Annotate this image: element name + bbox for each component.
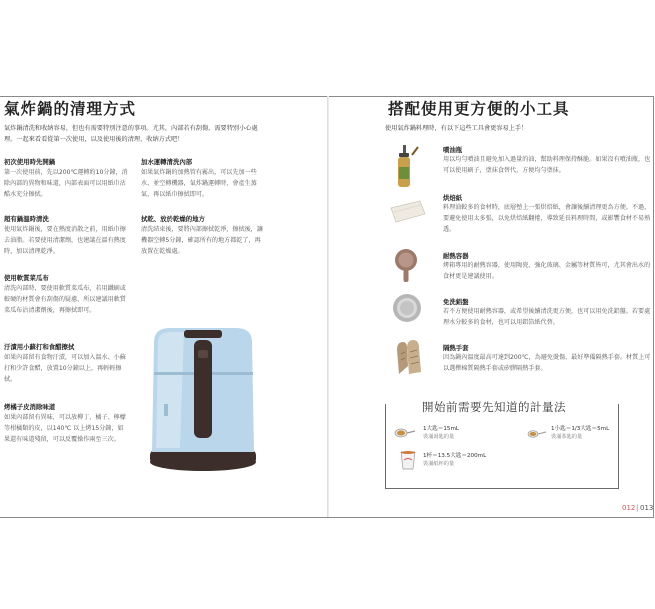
section-heading: 初次使用時先開鍋 [4,158,56,166]
tablespoon-icon [394,426,416,440]
tool-name: 噴油瓶 [443,146,463,154]
tool-name: 烘焙紙 [443,194,463,202]
section-dry-store [141,214,266,257]
section-body: 清洗結束後，要將內部擦拭乾淨，擦拭後，讓機器空轉5分鐘，確認所有的地方都乾了，再放置在乾燥處。 [141,226,263,255]
section-body: 如果內部留有食物汙漬，可以加入溫水、小蘇打和少許食醋，放置10分鐘以上，再輕輕擦拭。 [4,354,126,383]
section-heading: 烤橘子皮消除味道 [4,403,56,411]
section-water-run [141,157,266,200]
measurement-title: 開始前需要先知道的計量法 [418,399,570,415]
section-heading: 使用軟質菜瓜布 [4,274,49,282]
air-fryer-photo [140,320,265,475]
section-citrus-peel [4,402,129,445]
measure-tsp-desc: 裝滿茶匙的量 [551,434,583,440]
measure-tbsp-desc: 裝滿湯匙的量 [423,434,455,440]
section-baking-soda [4,342,129,385]
section-body: 使用氣炸鍋後，要在熱度消散之前，用紙巾擦去油脂。若要使用清潔劑，也建議在溫有熱度時，加以清理乾淨。 [4,226,126,255]
section-heading: 超有鍋溫時清洗 [4,215,49,223]
measure-cup-label: 1杯＝13.5大匙＝200mL [423,453,487,459]
tool-body: 因為鍋內溫度最高可達到200℃，為避免燙傷，最好準備隔熱手套。材質上可以選擇棉質隔熱手套或矽膠隔熱手套。 [443,354,651,372]
foil-tray-icon [391,292,423,324]
section-body: 清洗內部時，要使用軟質菜瓜布，若用鐵刷或較硬的材質會有刮傷的疑慮，所以建議用軟質菜瓜布沾清潔劑後，再擦拭即可。 [4,285,126,314]
section-body: 第一次使用前，先以200℃運轉約10分鐘，消除內部的異物和味道，內部表面可以用紙巾沾酷水充分擦拭。 [4,169,128,198]
section-heading: 拭乾、放於乾燥的地方 [141,215,205,223]
measure-tbsp-label: 1大匙＝15mL [423,426,460,432]
left-page-title: 氣炸鍋的清理方式 [4,100,137,118]
section-clean-warm [4,214,129,257]
measurement-box [385,404,619,489]
right-page-title: 搭配使用更方便的小工具 [388,100,570,118]
oven-mitt-icon [393,336,427,378]
spray-bottle-icon [394,143,420,189]
page-number-right: 013 [640,504,654,512]
tool-name: 隔熱手套 [443,344,469,352]
tool-body: 用以均勻噴油且避免加入過量的油，幫助料理保持酥脆。如果沒有噴油瓶，也可以使用刷子，塗抹食替代，方便均勻塗抹。 [443,156,651,174]
section-heading: 汙漬用小蘇打和食醋擦拭 [4,343,75,351]
section-body: 如果氣炸鍋的加熱管有霧出，可以先加一些水，並空轉機器，氣炸鍋運轉時，會產生蒸氣，再以紙巾擦拭即可。 [141,169,257,198]
ceramic-dish-icon [392,248,422,284]
right-intro: 使用氣炸鍋料理時，有以下這些工具會更容易上手！ [385,125,528,132]
page-number-left: 012 [622,504,636,512]
tool-parchment-paper [443,193,653,235]
tool-name: 耐熱容器 [443,252,469,260]
tool-name: 免洗鋁盤 [443,298,469,306]
tool-spray-bottle [443,145,653,177]
section-body: 如果內部留有異味，可以放柳丁、橘子、檸檬等柑橘類的皮，以140℃ 以上烤15分鐘，如果還有味道殘留，可以反覆操作兩至三次。 [4,414,126,443]
paper-cup-icon [399,449,417,471]
tool-body: 若不方便使用耐熱容器，或希望後續清洗更方便，也可以用免洗鋁盤。若要處理水分較多的食材，也可以用鋁箔紙代替。 [443,308,651,326]
teaspoon-icon [527,428,547,440]
tool-body: 料理油較多的食材時，底層墊上一張烘焙紙，會讓後續清理更為方便。不過，要避免使用太多張，以免烘焙紙翻捲，導致延長料理時間，或影響食材不易熟透。 [443,204,651,233]
section-soft-sponge [4,273,129,316]
tool-oven-mitt [443,343,653,375]
page-number-divider: | [636,504,639,512]
left-intro: 氣炸鍋清洗和收納容易，但也有需要特別注意的事項。尤其，內部若有刮傷，需要特別小心處理。一起來看看從第一次使用，以及使用後的清理、收納方式吧！ [4,125,258,143]
measure-cup-desc: 裝滿紙杯的量 [423,461,455,467]
measure-tsp-label: 1小匙＝1/3大匙＝5mL [551,426,610,432]
tool-heatproof-container [443,251,653,283]
section-first-use [4,157,129,200]
page-gutter [327,96,329,517]
tool-body: 烤箱專用的耐熱容器，使用陶瓷、強化玻璃、金屬等材質皆可，尤其會出水的食材更是建議使用。 [443,262,651,280]
section-heading: 加水運轉清洗內部 [141,158,193,166]
tool-foil-tray [443,297,653,329]
parchment-paper-icon [388,198,428,226]
